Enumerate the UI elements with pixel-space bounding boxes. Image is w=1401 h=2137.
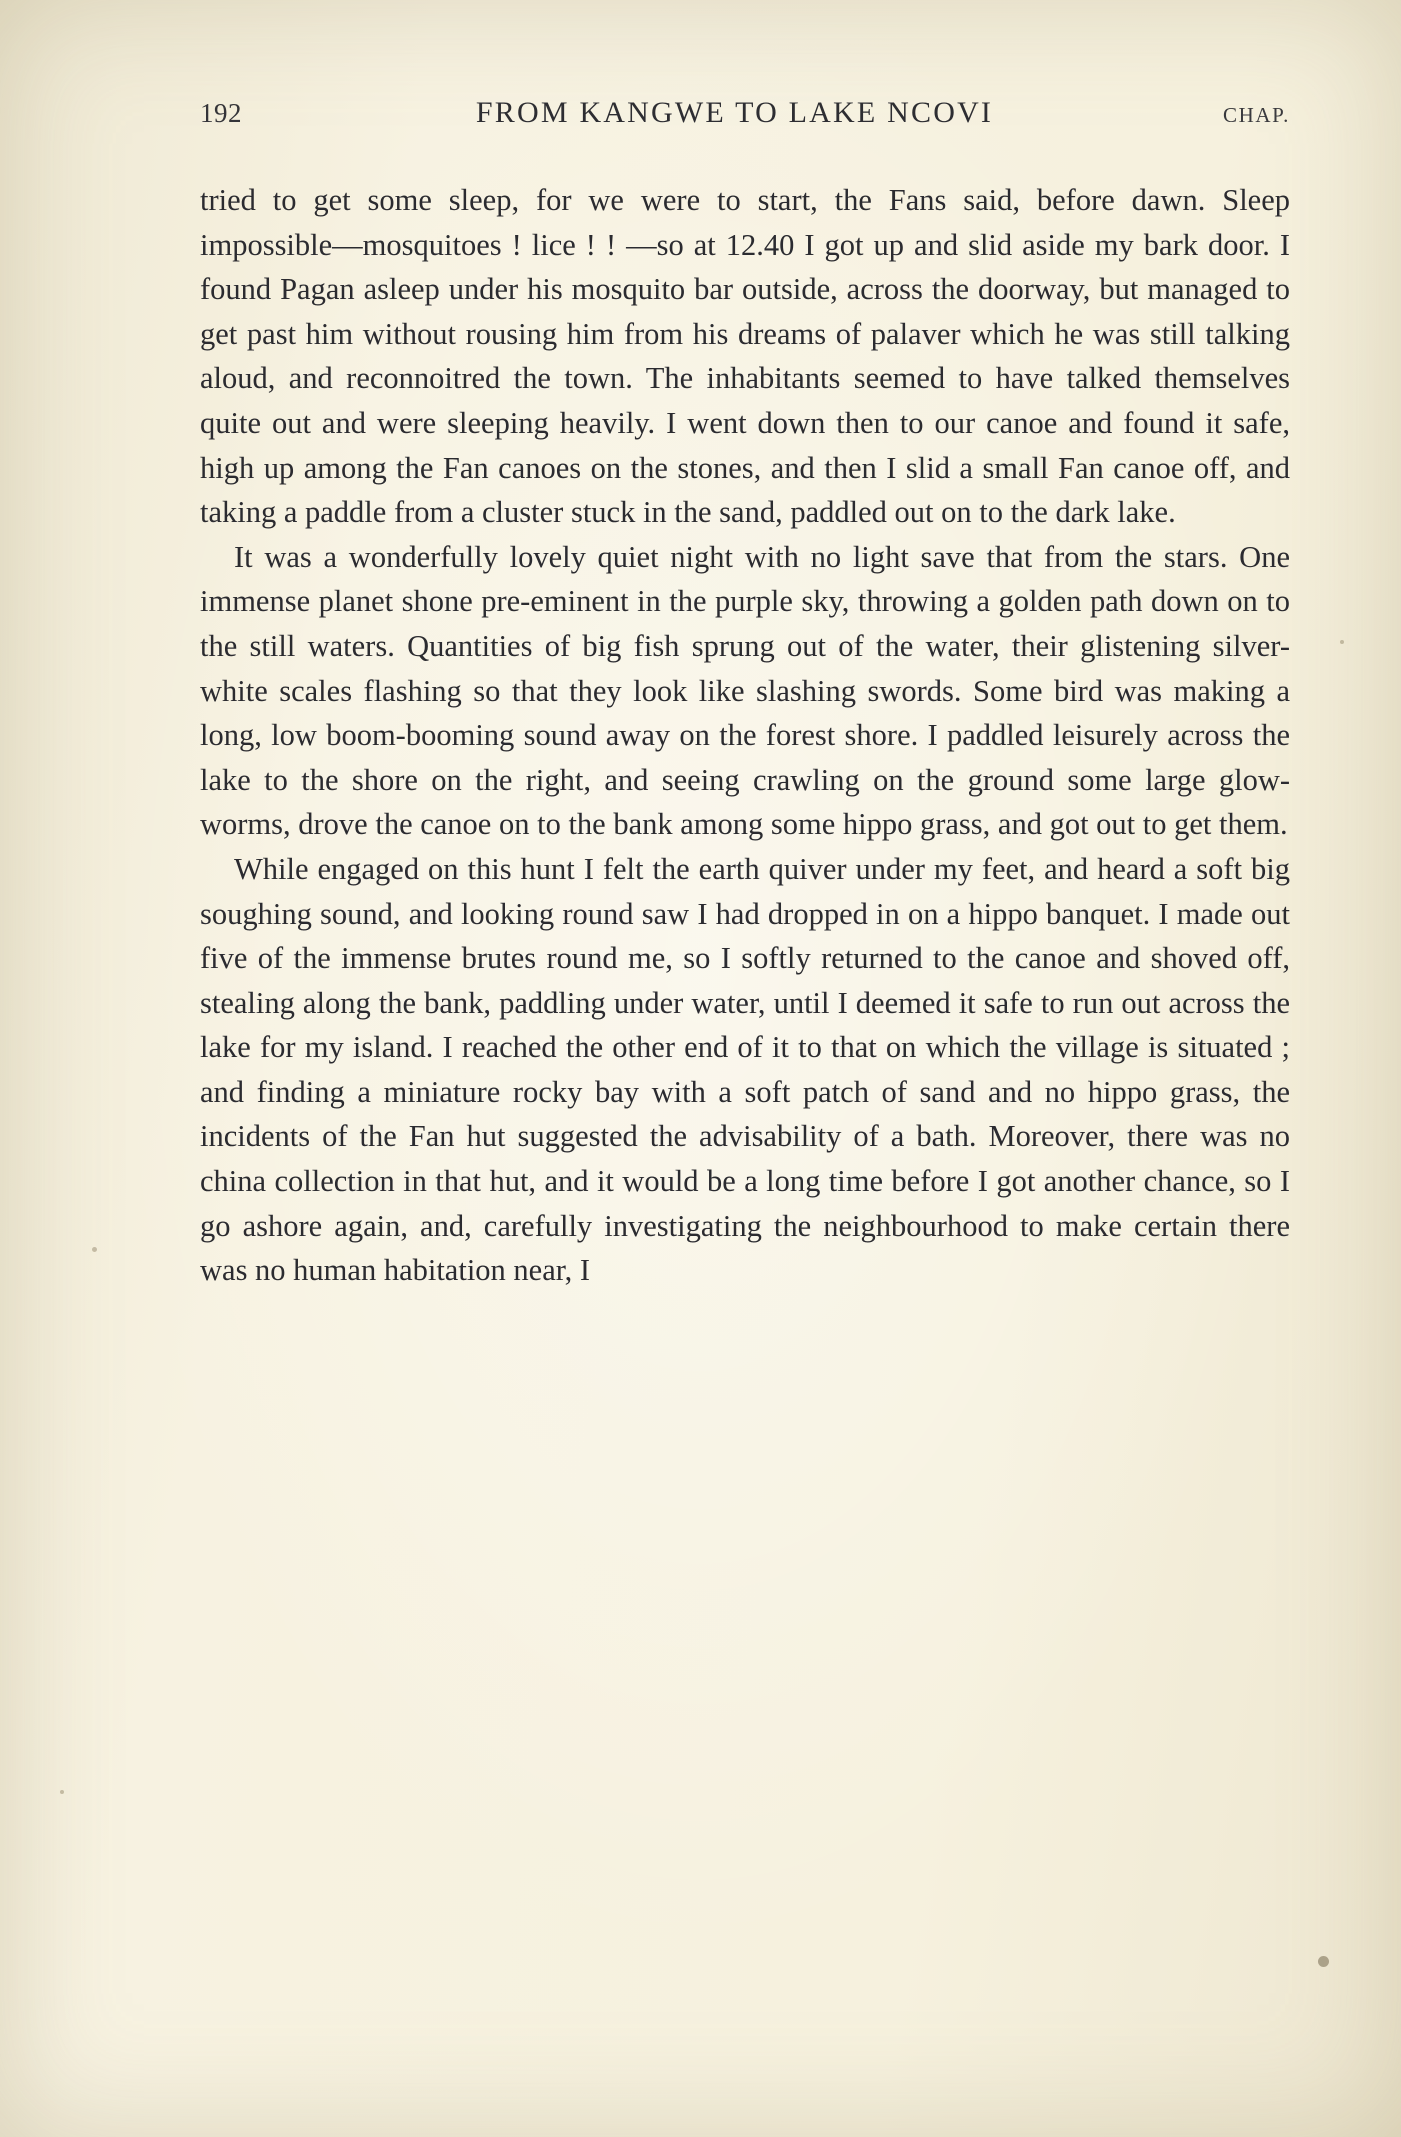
paper-speck (1318, 1956, 1329, 1967)
running-head (200, 96, 1290, 130)
page-number: 192 (200, 98, 242, 128)
running-title: FROM KANGWE TO LAKE NCOVI (475, 96, 994, 129)
chapter-label: CHAP. (1223, 103, 1290, 127)
paragraph-3: While engaged on this hunt I felt the earth quiver under my feet, and heard a soft big soughing sound, and looking round saw I had dropped in on a hippo banquet. I made out five of the immense brutes round me, so I softly returned to the canoe and shoved off, stealing along the bank, paddling under water, until I deemed it safe to run out across the lake for my island. I reached the other end of it to that on which the village is situated ; and finding a miniature rocky bay with a soft patch of sand and no hippo grass, the incidents of the Fan hut suggested the advisability of a bath. Moreover, there was no china collection in that hut, and it would be a long time before I got another chance, so I go ashore again, and, carefully investigating the neighbourhood to make certain there was no human habitation near, I (200, 851, 1290, 1288)
paper-speck (92, 1247, 97, 1252)
paragraph-2: It was a wonderfully lovely quiet night with no light save that from the stars. One immense planet shone pre-eminent in the purple sky, throwing a golden path down on to the still waters. Quantities of big fish sprung out of the water, their glistening silver-white scales flashing so that they look like slashing swords. Some bird was making a long, low boom-booming sound away on the forest shore. I paddled leisurely across the lake to the shore on the right, and seeing crawling on the ground some large glow-worms, drove the canoe on to the bank among some hippo grass, and got out to get them. (200, 539, 1290, 842)
paragraph-1: tried to get some sleep, for we were to start, the Fans said, before dawn. Sleep impossible—mosquitoes ! lice ! ! —so at 12.40 I got up and slid aside my bark door. I found Pagan asleep under his mosquito bar outside, across the doorway, but managed to get past him without rousing him from his dreams of palaver which he was still talking aloud, and reconnoitred the town. The inhabitants seemed to have talked themselves quite out and were sleeping heavily. I went down then to our canoe and found it safe, high up among the Fan canoes on the stones, and then I slid a small Fan canoe off, and taking a paddle from a cluster stuck in the sand, paddled out on to the dark lake. (200, 183, 1290, 530)
paper-speck (60, 1790, 64, 1794)
page-text-block (200, 96, 1290, 1293)
paper-speck (1340, 640, 1344, 644)
